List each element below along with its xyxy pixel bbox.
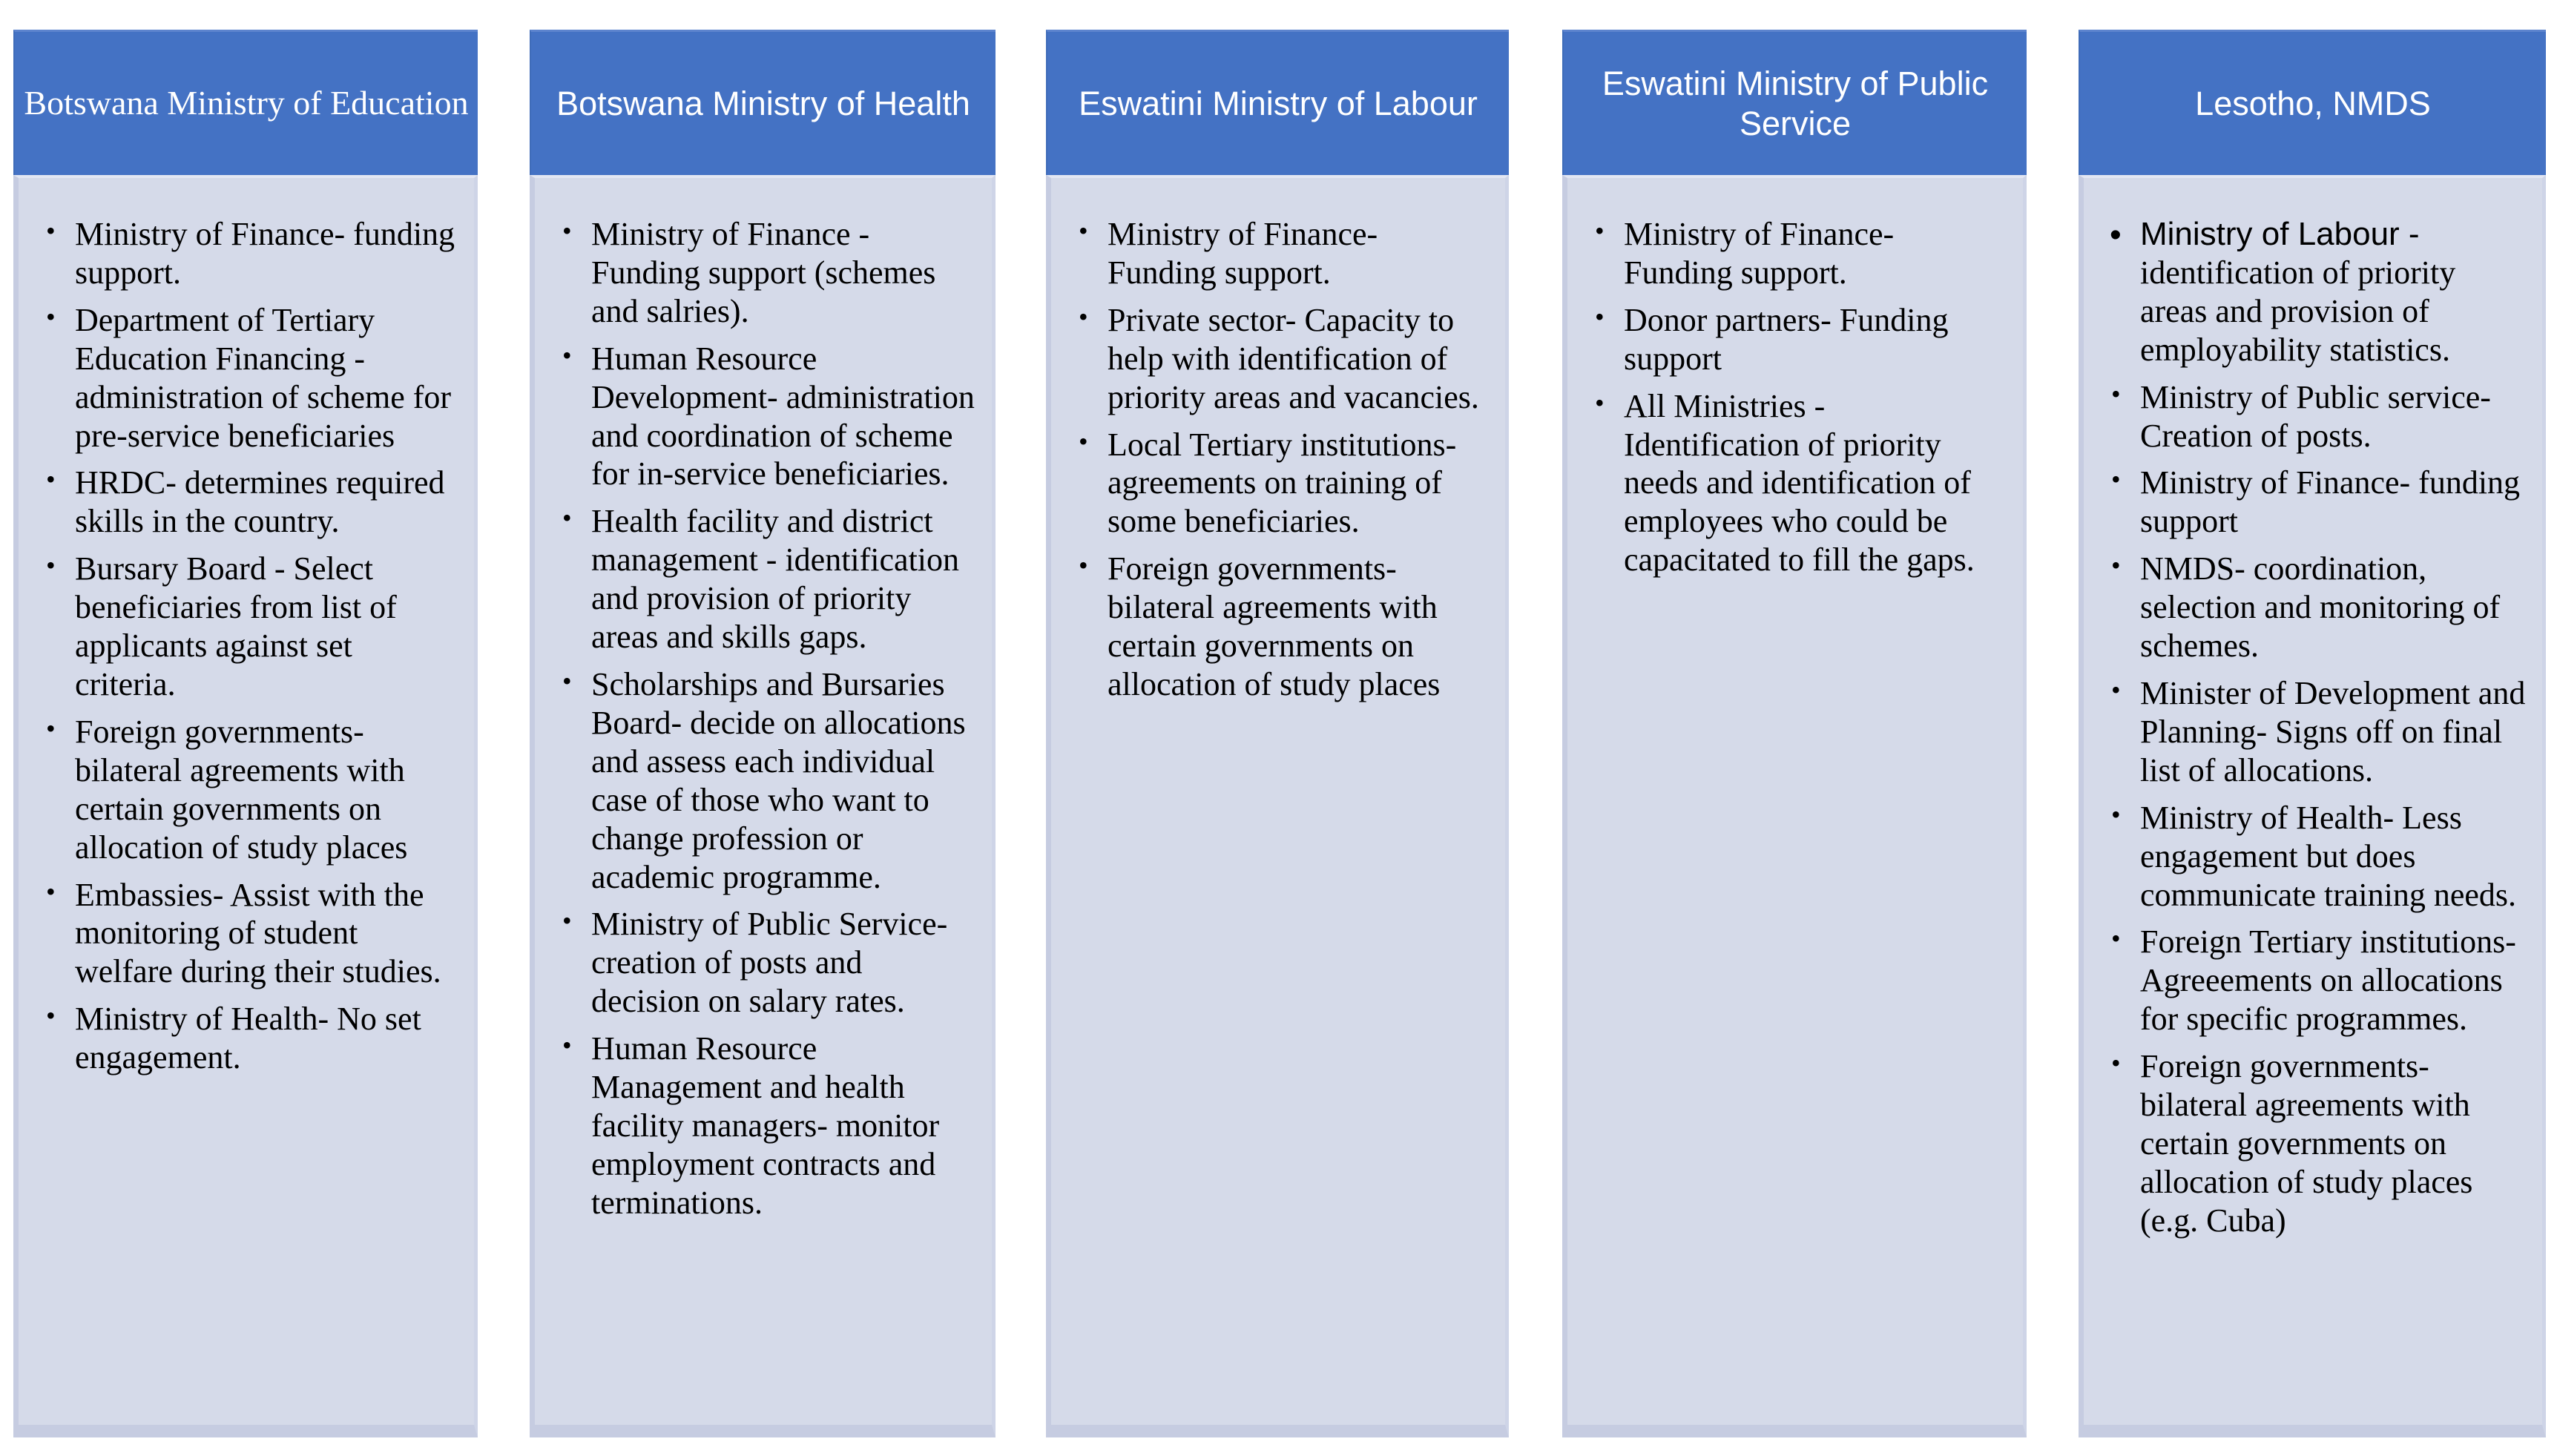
bullet-dot: • xyxy=(562,216,572,246)
bullet-list xyxy=(1567,178,2023,579)
column-title: Botswana Ministry of Education xyxy=(24,84,469,122)
bullet-item xyxy=(2110,799,2526,915)
bullet-item xyxy=(1077,426,1489,541)
bullet-list xyxy=(535,178,992,1222)
bullet-dot: • xyxy=(46,1001,56,1031)
bullet-dot: • xyxy=(562,340,572,370)
column-body xyxy=(13,175,478,1437)
bullet-text: Ministry of Labour - identification of priority areas and provision of employability statistics. xyxy=(2140,216,2456,368)
bullet-item xyxy=(45,713,458,867)
bullet-dot: • xyxy=(1079,426,1088,456)
bullet-text: HRDC- determines required skills in the country. xyxy=(75,464,445,540)
bullet-item xyxy=(2110,215,2526,369)
bullet-item xyxy=(1593,387,2007,580)
bullet-item xyxy=(2110,378,2526,455)
bullet-item xyxy=(561,1030,975,1222)
bullet-text: Scholarships and Bursaries Board- decide on allocations and assess each individual case of those who want to change profession or academic programme. xyxy=(591,665,966,895)
bullet-text: Ministry of Finance- funding support xyxy=(2140,464,2521,540)
bullet-text: Foreign governments- bilateral agreements with certain governments on allocation of study places xyxy=(75,713,408,866)
bullet-dot: • xyxy=(562,1030,572,1061)
bullet-dot: • xyxy=(1079,216,1088,246)
column-botswana-ministry-of-health xyxy=(530,30,996,1437)
bullet-text: Human Resource Management and health facility managers- monitor employment contracts and terminations. xyxy=(591,1030,940,1221)
bullet-text: Foreign governments- bilateral agreements with certain governments on allocation of study places xyxy=(1108,550,1441,702)
bullet-text: Minister of Development and Planning- Signs off on final list of allocations. xyxy=(2140,674,2526,788)
column-lesotho-nmds xyxy=(2079,30,2546,1437)
column-title: Botswana Ministry of Health xyxy=(556,84,970,122)
bullet-item xyxy=(561,665,975,896)
bullet-dot: • xyxy=(46,713,56,743)
bullet-dot: • xyxy=(1595,216,1605,246)
bullet-item xyxy=(45,1000,458,1077)
column-header xyxy=(1562,30,2027,175)
column-title: Lesotho, NMDS xyxy=(2195,84,2431,122)
bullet-dot: • xyxy=(46,301,56,332)
bullet-dot: • xyxy=(2111,674,2121,705)
bullet-dot: • xyxy=(46,550,56,581)
bullet-list xyxy=(19,178,474,1077)
bullet-item xyxy=(561,905,975,1021)
bullet-item xyxy=(1077,215,1489,292)
column-header xyxy=(530,30,996,175)
bullet-dot: • xyxy=(562,503,572,533)
column-eswatini-ministry-of-public-service xyxy=(1562,30,2027,1437)
bullet-dot: • xyxy=(1079,550,1088,581)
bullet-dot: • xyxy=(562,665,572,696)
column-body xyxy=(2079,175,2546,1437)
bullet-text: Department of Tertiary Education Financing - administration of scheme for pre-service beneficiaries xyxy=(75,301,452,454)
bullet-text: Ministry of Finance- Funding support. xyxy=(1624,216,1895,291)
bullet-dot: • xyxy=(2111,464,2121,495)
column-body xyxy=(530,175,996,1437)
bullet-list xyxy=(2084,178,2542,1240)
bullet-item xyxy=(561,340,975,494)
bullet-dot: • xyxy=(1079,301,1088,332)
bullet-text: Bursary Board - Select beneficiaries from list of applicants against set criteria. xyxy=(75,550,397,702)
bullet-item xyxy=(561,502,975,656)
column-eswatini-ministry-of-labour xyxy=(1046,30,1509,1437)
bullet-dot: • xyxy=(2111,799,2121,829)
bullet-item xyxy=(2110,923,2526,1038)
bullet-item xyxy=(45,215,458,292)
bullet-text: Ministry of Public Service- creation of posts and decision on salary rates. xyxy=(591,906,948,1020)
bullet-text: Foreign Tertiary institutions- Agreeements on allocations for specific programmes. xyxy=(2140,923,2516,1038)
bullet-text: Donor partners- Funding support xyxy=(1624,301,1949,377)
bullet-text: Ministry of Public service- Creation of posts. xyxy=(2140,378,2491,454)
bullet-text: Ministry of Health- No set engagement. xyxy=(75,1001,421,1076)
bullet-text: Embassies- Assist with the monitoring of student welfare during their studies. xyxy=(75,876,441,990)
bullet-item xyxy=(1593,215,2007,292)
bullet-dot: • xyxy=(46,876,56,906)
column-title: Eswatini Ministry of Public Service xyxy=(1602,65,1989,142)
bullet-dot: • xyxy=(1595,301,1605,332)
bullet-item xyxy=(1077,301,1489,417)
bullet-item xyxy=(1593,301,2007,378)
bullet-item xyxy=(561,215,975,331)
column-body xyxy=(1562,175,2027,1437)
bullet-item xyxy=(1077,550,1489,704)
bullet-item xyxy=(2110,674,2526,790)
column-title: Eswatini Ministry of Labour xyxy=(1079,84,1478,122)
bullet-item xyxy=(2110,1047,2526,1240)
bullet-text: Ministry of Finance- funding support. xyxy=(75,216,455,291)
bullet-text: Private sector- Capacity to help with identification of priority areas and vacancies. xyxy=(1108,301,1479,415)
column-botswana-ministry-of-education xyxy=(13,30,478,1437)
bullet-dot: • xyxy=(46,464,56,495)
bullet-item xyxy=(45,301,458,455)
bullet-text: All Ministries - Identification of priority needs and identification of employees who could be capacitated to fill the gaps. xyxy=(1624,387,1975,579)
bullet-text: Ministry of Finance- Funding support. xyxy=(1108,216,1378,291)
bullet-text: Foreign governments- bilateral agreements with certain governments on allocation of study places (e.g. Cuba) xyxy=(2140,1048,2473,1239)
bullet-text: Ministry of Health- Less engagement but does communicate training needs. xyxy=(2140,799,2517,913)
column-header xyxy=(2079,30,2546,175)
bullet-item xyxy=(2110,464,2526,541)
bullet-text: NMDS- coordination, selection and monitoring of schemes. xyxy=(2140,550,2501,665)
bullet-list xyxy=(1051,178,1505,704)
bullet-text: Health facility and district management - identification and provision of priority areas and skills gaps. xyxy=(591,503,960,656)
bullet-dot: • xyxy=(562,906,572,936)
column-header xyxy=(13,30,478,175)
bullet-text: Local Tertiary institutions- agreements on training of some beneficiaries. xyxy=(1108,426,1457,540)
bullet-dot: • xyxy=(46,216,56,246)
bullet-text: Human Resource Development- administration and coordination of scheme for in-service beneficiaries. xyxy=(591,340,975,493)
column-header xyxy=(1046,30,1509,175)
column-body xyxy=(1046,175,1509,1437)
bullet-item xyxy=(45,550,458,704)
bullet-dot: • xyxy=(2111,1048,2121,1078)
bullet-text: Ministry of Finance - Funding support (schemes and salries). xyxy=(591,216,936,329)
bullet-lead-text: Ministry of Labour - xyxy=(2140,216,2420,252)
bullet-dot: • xyxy=(2111,923,2121,954)
bullet-dot: • xyxy=(2111,378,2121,409)
bullet-dot: • xyxy=(2111,550,2121,581)
bullet-dot: • xyxy=(1595,387,1605,418)
bullet-item xyxy=(45,876,458,992)
bullet-item xyxy=(45,464,458,541)
bullet-dot: • xyxy=(2110,215,2122,253)
bullet-item xyxy=(2110,550,2526,665)
